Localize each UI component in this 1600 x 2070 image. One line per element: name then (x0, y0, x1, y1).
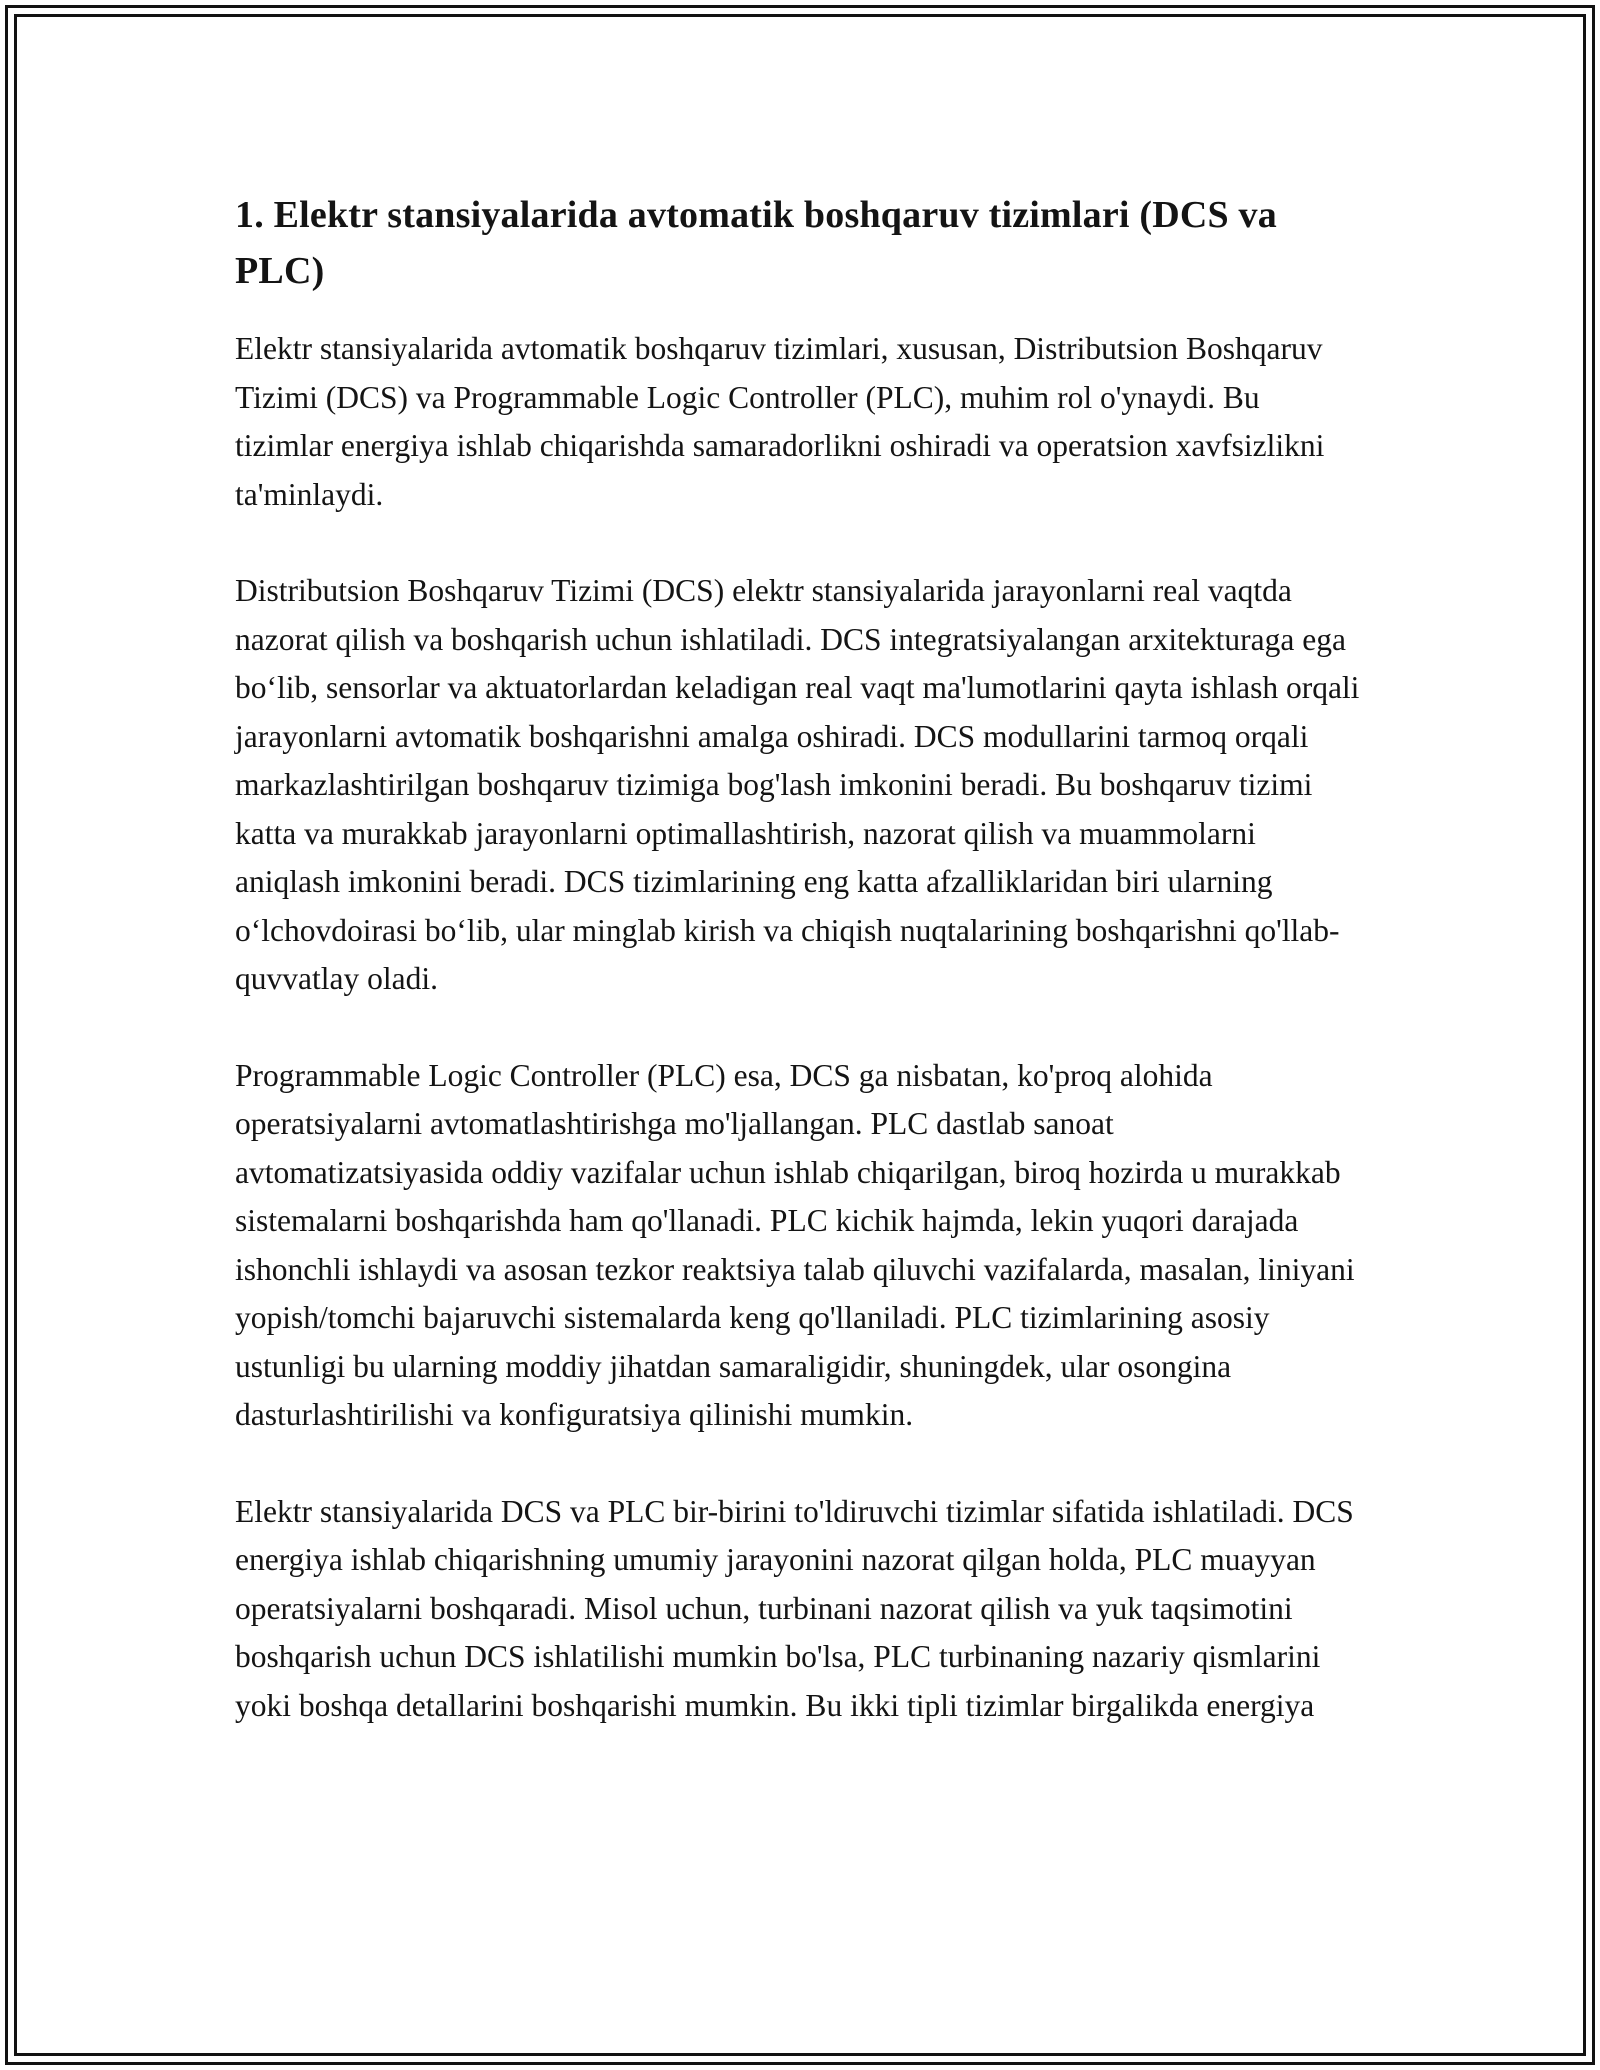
paragraph-dcs-plc-combined: Elektr stansiyalarida DCS va PLC bir-birini to'ldiruvchi tizimlar sifatida ishlatiladi. DCS energiya ishlab chiqarishning umumiy jarayonini nazorat qilgan holda, PLC muayyan operatsiyalarni boshqaradi. Misol uchun, turbinani nazorat qilish va yuk taqsimotini boshqarish uchun DCS ishlatilishi mumkin bo'lsa, PLC turbinaning nazariy qismlarini yoki boshqa detallarini boshqarishi mumkin. Bu ikki tipli tizimlar birgalikda energiya (235, 1493, 1354, 1723)
paragraph-plc: Programmable Logic Controller (PLC) esa, DCS ga nisbatan, ko'proq alohida operatsiyalarni avtomatlashtirishga mo'ljallangan. PLC dastlab sanoat avtomatizatsiyasida oddiy vazifalar uchun ishlab chiqarilgan, biroq hozirda u murakkab sistemalarni boshqarishda ham qo'llanadi. PLC kichik hajmda, lekin yuqori darajada ishonchli ishlaydi va asosan tezkor reaktsiya talab qiluvchi vazifalarda, masalan, liniyani yopish/tomchi bajaruvchi sistemalarda keng qo'llaniladi. PLC tizimlarining asosiy ustunligi bu ularning moddiy jihatdan samaraligidir, shuningdek, ular osongina dasturlashtirilishi va konfiguratsiya qilinishi mumkin. (235, 1057, 1355, 1432)
section-heading: 1. Elektr stansiyalarida avtomatik boshqaruv tizimlari (DCS va PLC) (235, 194, 1277, 292)
document-body (235, 187, 1365, 1778)
paragraph-intro: Elektr stansiyalarida avtomatik boshqaruv tizimlari, xususan, Distributsion Boshqaruv Tizimi (DCS) va Programmable Logic Controller (PLC), muhim rol o'ynaydi. Bu tizimlar energiya ishlab chiqarishda samaradorlikni oshiradi va operatsion xavfsizlikni ta'minlaydi. (235, 331, 1325, 512)
paragraph-dcs: Distributsion Boshqaruv Tizimi (DCS) elektr stansiyalarida jarayonlarni real vaqtda nazorat qilish va boshqarish uchun ishlatiladi. DCS integratsiyalangan arxitekturaga ega bo‘lib, sensorlar va aktuatorlardan keladigan real vaqt ma'lumotlarini qayta ishlash orqali jarayonlarni avtomatik boshqarishni amalga oshiradi. DCS modullarini tarmoq orqali markazlashtirilgan boshqaruv tizimiga bog'lash imkonini beradi. Bu boshqaruv tizimi katta va murakkab jarayonlarni optimallashtirish, nazorat qilish va muammolarni aniqlash imkonini beradi. DCS tizimlarining eng katta afzalliklaridan biri ularning o‘lchovdoirasi bo‘lib, ular minglab kirish va chiqish nuqtalarining boshqarishni qo'llab-quvvatlay oladi. (235, 573, 1360, 996)
